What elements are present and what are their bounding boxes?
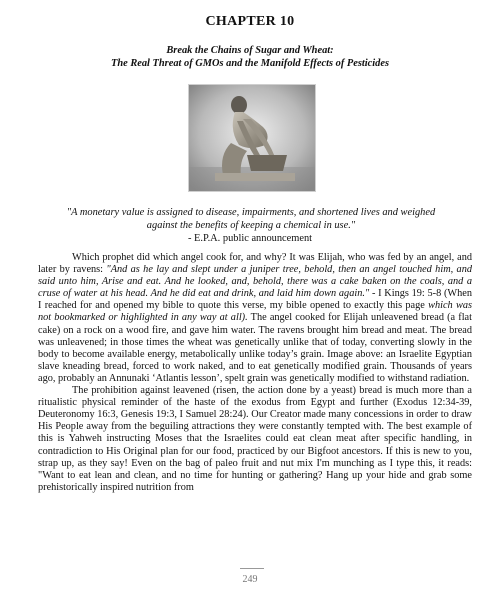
paragraph-1-text-c: - I Kings 19: 5-8 (When I reached for and opened my bible to quote this verse, my bible opened to exactly this page (38, 288, 472, 312)
paragraph-1 (38, 252, 472, 385)
scripture-quote: "And as he lay and slept under a juniper tree, behold, then an angel touched him, and said unto him, Arise and eat. And he looked, and, behold, there was a cake baken on the coals, and a cruse of water at his head. And he did eat and drink, and laid him down again." (38, 264, 472, 300)
paragraph-1-emphasis: which was not bookmarked or highlighted in any way at all). (38, 300, 472, 324)
paragraph-1-text-e: The angel cooked for Elijah unleavened bread (a flat cake) on a rock on a wood fire, and gave him water. The ravens brought him bread and meat. The bread was unleavened; in those times the wheat was genetically unlike that of today, converting slowly in the body to become available energy, metabolically unlike today’s grain. Image above: an Israelite Egyptian slave kneading bread, forced to work naked, and to eat genetically modified grain. Thousands of years ago, probably an Annunaki ‘Atlantis lesson’, spelt grain was genetically modified to withstand radiation. (38, 312, 472, 384)
chapter-heading: CHAPTER 10 (205, 14, 295, 29)
paragraph-2: The prohibition against leavened (risen, the action done by a yeast) bread is much more than a ritualistic physical reminder of the haste of the exodus from Egypt and further (Exodus 12:34-39, Deuteronomy 16:3, Genesis 19:3, I Samuel 28:24). Our Creator made many concessions in order to draw His People away from the beguiling attractions they were constantly tempted with. The best example of this is Yahweh instructing Moses that the Israelites could eat clean meat after specific handling, in contradiction to His Original plan for our food, practiced by our Bigfoot ancestors. If this is new to you, strap up, as they say! Even on the bag of paleo fruit and nut mix I'm munching as I type this, it reads: "Want to eat lean and clean, and no time for hunting or gathering? Hang up your hide and grab some prehistorically inspired nutrition from (38, 385, 472, 493)
subtitle-line-1: Break the Chains of Sugar and Wheat: (166, 45, 334, 56)
paragraph-1-text-a: Which prophet did which angel cook for, and why? It was Elijah, who was fed by an angel, and later by ravens: (38, 252, 472, 276)
page-number: 249 (242, 574, 258, 585)
footer-rule (240, 568, 264, 569)
body-text (38, 252, 472, 494)
epigraph-attribution: - E.P.A. public announcement (187, 233, 313, 244)
subtitle-line-2: The Real Threat of GMOs and the Manifold Effects of Pesticides (110, 58, 390, 69)
chapter-subtitle (40, 44, 460, 70)
kneeling-woman-statue-photo (188, 84, 316, 192)
epigraph-quote: "A monetary value is assigned to disease, impairments, and shortened lives and weighed against the benefits of keeping a chemical in use." (66, 207, 436, 231)
